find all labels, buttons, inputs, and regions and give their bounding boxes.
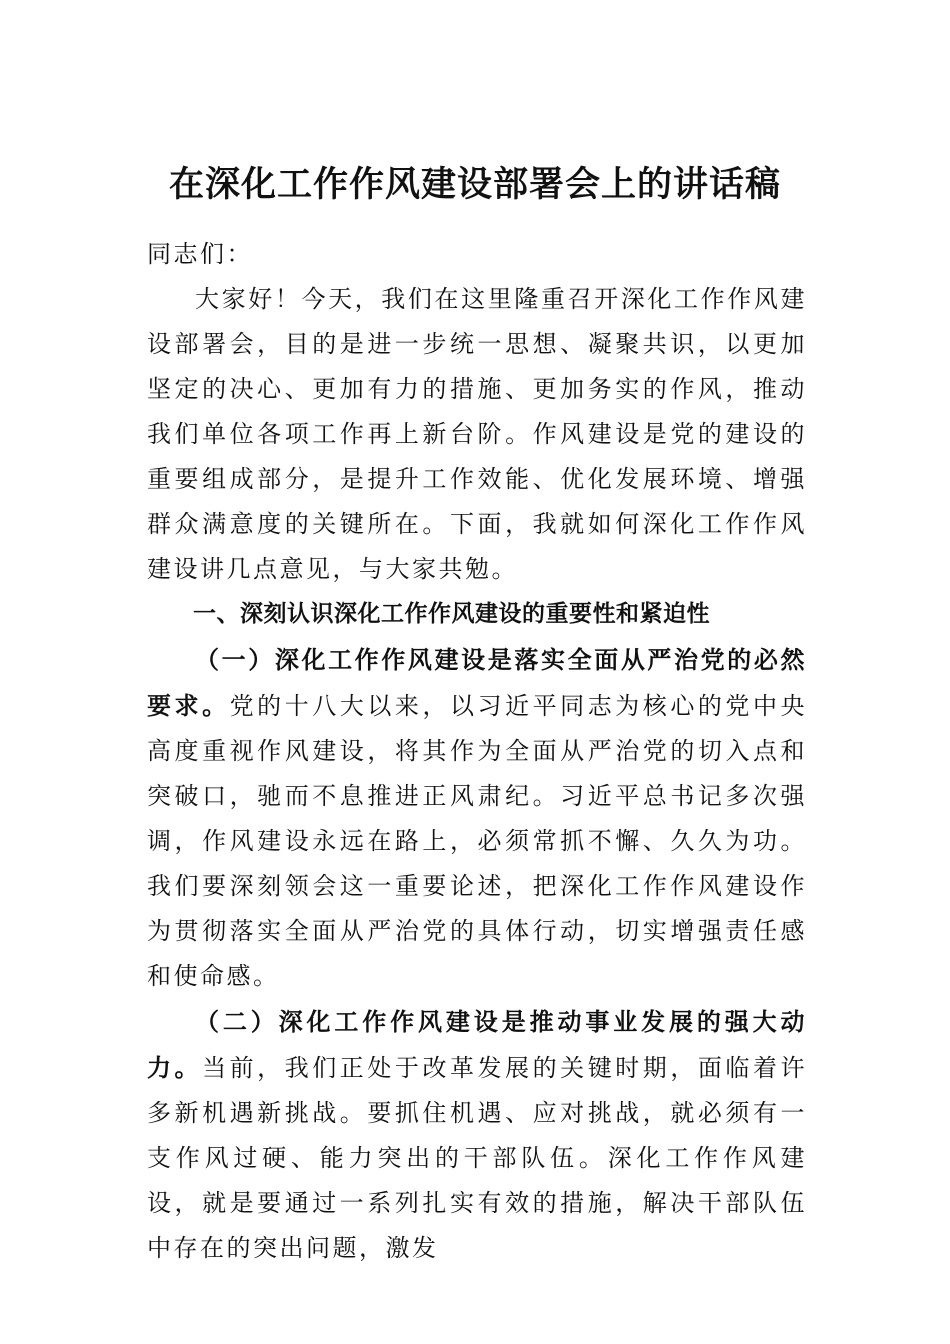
document-body	[147, 232, 807, 1271]
item-1-lead: （一）深化工作作风建设是落实全面从严治党的必然要求。	[147, 645, 807, 720]
item-2-lead: （二）深化工作作风建设是推动事业发展的强大动力。	[147, 1007, 807, 1082]
item-1-text: 党的十八大以来，以习近平同志为核心的党中央高度重视作风建设，将其作为全面从严治党的切入点和突破口，驰而不息推进正风肃纪。习近平总书记多次强调，作风建设永远在路上，必须常抓不懈、久久为功。我们要深刻领会这一重要论述，把深化工作作风建设作为贯彻落实全面从严治党的具体行动，切实增强责任感和使命感。	[147, 692, 808, 990]
document-title: 在深化工作作风建设部署会上的讲话稿	[168, 164, 781, 205]
section-heading-1: 一、深刻认识深化工作作风建设的重要性和紧迫性	[193, 601, 710, 627]
intro-paragraph: 大家好！今天，我们在这里隆重召开深化工作作风建设部署会，目的是进一步统一思想、凝聚共识，以更加坚定的决心、更加有力的措施、更加务实的作风，推动我们单位各项工作再上新台阶。作风建设是党的建设的重要组成部分，是提升工作效能、优化发展环境、增强群众满意度的关键所在。下面，我就如何深化工作作风建设讲几点意见，与大家共勉。	[147, 285, 807, 583]
section-1-item-2	[147, 999, 807, 1271]
salutation: 同志们：	[147, 240, 253, 268]
section-1-item-1	[147, 637, 807, 999]
item-2-text: 当前，我们正处于改革发展的关键时期，面临着许多新机遇新挑战。要抓住机遇、应对挑战，就必须有一支作风过硬、能力突出的干部队伍。深化工作作风建设，就是要通过一系列扎实有效的措施，解决干部队伍中存在的突出问题，激发	[147, 1054, 808, 1262]
